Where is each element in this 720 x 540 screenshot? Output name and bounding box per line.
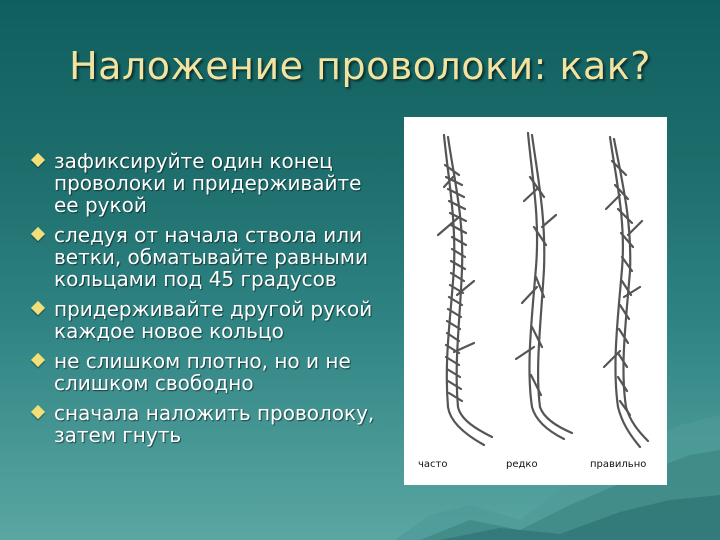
caption-frequent: часто [418,459,448,470]
branch-sparse-coils [516,133,572,439]
bullet-item [30,150,380,216]
bullet-text: следуя от начала ствола или ветки, обматывайте равными кольцами под 45 градусов [54,223,368,291]
diamond-bullet-icon [31,301,45,315]
bullet-item [30,224,380,290]
bullet-list [30,150,380,454]
diamond-bullet-icon [31,405,45,419]
bullet-text: придерживайте другой рукой каждое новое кольцо [54,297,373,343]
caption-correct: правильно [590,459,647,470]
diamond-bullet-icon [31,227,45,241]
wiring-illustration [404,117,667,485]
bullet-text: сначала наложить проволоку, затем гнуть [54,401,375,447]
bullet-item [30,402,380,446]
branch-correct-coils [604,137,648,447]
slide-title: Наложение проволоки: как? [69,44,651,88]
branch-frequent-coils [438,135,492,445]
branch-drawings [404,117,667,485]
bullet-item [30,350,380,394]
bullet-text: не слишком плотно, но и не слишком свободно [54,349,351,395]
bullet-text: зафиксируйте один конец проволоки и придерживайте ее рукой [54,149,362,217]
diamond-bullet-icon [31,353,45,367]
bullet-item [30,298,380,342]
caption-sparse: редко [506,459,538,470]
diamond-bullet-icon [31,153,45,167]
